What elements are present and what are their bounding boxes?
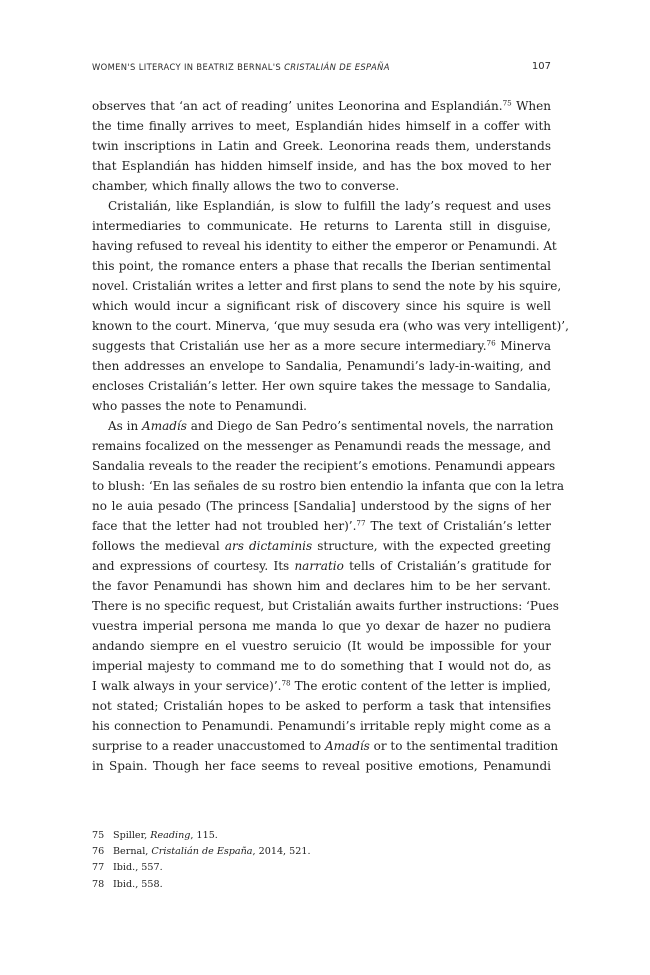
text-segment: Minerva [495,339,551,353]
text-segment: The text of Cristalián’s letter [365,519,551,533]
text-segment: chamber, which finally allows the two to converse. [92,179,400,193]
italic-text: ars dictaminis [224,539,313,553]
text-line [92,476,564,496]
text-line [92,596,559,616]
text-line [92,696,551,716]
footnote-number: 76 [92,846,105,858]
text-line [92,216,551,236]
footnote [92,860,551,876]
text-segment: observes that ‘an act of reading’ unites Leonorina and Esplandián. [92,99,503,113]
text-segment: tells of Cristalián’s gratitude for [343,559,551,573]
text-segment: twin inscriptions in Latin and Greek. Leonorina reads them, understands [92,139,551,153]
italic-text: Cristalián de España [151,846,253,858]
text-segment: , 2014, 521. [252,846,311,858]
footnote-ref: 78 [281,678,291,688]
italic-text: narratio [294,559,344,573]
text-segment: or to the sentimental tradition [369,739,559,753]
italic-text: Reading [150,830,191,841]
footnote-ref: 77 [356,518,366,528]
text-line [92,256,551,276]
footnotes [92,828,551,893]
text-segment: and Diego de San Pedro’s sentimental novels, the narration [186,419,554,433]
text-line [92,576,551,596]
text-line [92,236,557,256]
text-line [92,196,551,216]
text-segment: remains focalized on the messenger as Penamundi reads the message, and [92,439,551,453]
text-segment: Spiller, [113,830,151,841]
text-line [92,496,551,516]
text-segment: no le auia pesado (The princess [Sandalia] understood by the signs of her [92,499,551,513]
text-segment: not stated; Cristalián hopes to be asked to perform a task that intensifies [92,699,551,713]
text-segment: in Spain. Though her face seems to reveal positive emotions, Penamundi [92,759,551,773]
text-line [92,376,551,396]
text-segment: that Esplandián has hidden himself inside, and has the box moved to her [92,159,551,173]
text-line [92,176,551,196]
text-line [92,636,551,656]
text-segment: having refused to reveal his identity to either the emperor or Penamundi. At [92,239,557,253]
text-line [92,136,551,156]
text-line [92,316,569,336]
running-head-title-italic: CRISTALIÁN DE ESPAÑA [284,62,390,72]
text-line [92,616,551,636]
text-segment: As in [108,419,143,433]
text-segment: encloses Cristalián’s letter. Her own squire takes the message to Sandalia, [92,379,551,393]
footnote-ref: 76 [486,338,496,348]
text-line [92,396,551,416]
text-segment: and expressions of courtesy. Its [92,559,295,573]
text-segment: novel. Cristalián writes a letter and first plans to send the note by his squire, [92,279,562,293]
text-line [92,716,551,736]
footnote [92,828,551,844]
text-line [92,356,551,376]
text-line [92,516,551,536]
text-segment: then addresses an envelope to Sandalia, Penamundi’s lady-in-waiting, and [92,359,551,373]
text-segment: vuestra imperial persona me manda lo que yo dexar de hazer no pudiera [92,619,551,633]
footnote-number: 77 [92,862,105,874]
text-segment: this point, the romance enters a phase that recalls the Iberian sentimental [92,259,551,273]
text-segment: intermediaries to communicate. He returns to Larenta still in disguise, [92,219,551,233]
text-line [92,156,551,176]
text-segment: the time finally arrives to meet, Esplandián hides himself in a coffer with [92,119,551,133]
running-head-title [92,62,390,72]
text-segment: When [511,99,551,113]
text-line [92,756,551,776]
text-line [92,336,551,356]
page-number: 107 [531,61,551,72]
text-segment: andando siempre en el vuestro seruicio (It would be impossible for your [92,639,551,653]
text-line [92,536,551,556]
text-segment: structure, with the expected greeting [312,539,551,553]
text-line [92,96,551,116]
text-segment: surprise to a reader unaccustomed to [92,739,325,753]
footnote-ref: 75 [502,98,512,108]
footnote [92,844,551,860]
text-line [92,416,554,436]
text-segment: face that the letter had not troubled her)’. [92,519,357,533]
text-line [92,276,562,296]
text-line [92,436,551,456]
text-segment: to blush: ‘En las señales de su rostro bien entendio la infanta que con la letra [92,479,564,493]
text-segment: Sandalia reveals to the reader the recipient’s emotions. Penamundi appears [92,459,556,473]
text-segment: suggests that Cristalián use her as a more secure intermediary. [92,339,487,353]
text-segment: The erotic content of the letter is implied, [290,679,551,693]
footnote-number: 75 [92,830,105,841]
text-segment: I walk always in your service)’. [92,679,282,693]
text-segment: There is no specific request, but Cristalián awaits further instructions: ‘Pues [92,599,559,613]
text-segment: his connection to Penamundi. Penamundi’s irritable reply might come as a [92,719,551,733]
text-line [92,456,556,476]
text-line [92,676,551,696]
text-segment: known to the court. Minerva, ‘que muy sesuda era (who was very intelligent)’, [92,319,569,333]
text-segment: follows the medieval [92,539,225,553]
text-line [92,736,559,756]
running-head [92,62,551,76]
text-segment: which would incur a significant risk of discovery since his squire is well [92,299,551,313]
text-segment: Ibid., 557. [113,862,163,874]
text-segment: Ibid., 558. [113,878,163,890]
text-segment: Bernal, [113,846,152,858]
text-line [92,116,551,136]
footnote [92,877,551,893]
text-line [92,656,551,676]
text-line [92,556,551,576]
text-segment: the favor Penamundi has shown him and declares him to be her servant. [92,579,551,593]
footnote-number: 78 [92,878,105,890]
text-segment: imperial majesty to command me to do something that I would not do, as [92,659,551,673]
text-segment: who passes the note to Penamundi. [92,399,307,413]
running-head-title-prefix: WOMEN'S LITERACY IN BEATRIZ BERNAL'S [92,62,285,72]
text-line [92,296,551,316]
italic-text: Amadís [142,419,187,433]
text-segment: , 115. [190,830,218,841]
text-segment: Cristalián, like Esplandián, is slow to fulfill the lady’s request and uses [108,199,551,213]
italic-text: Amadís [324,739,370,753]
body-text [92,96,569,776]
